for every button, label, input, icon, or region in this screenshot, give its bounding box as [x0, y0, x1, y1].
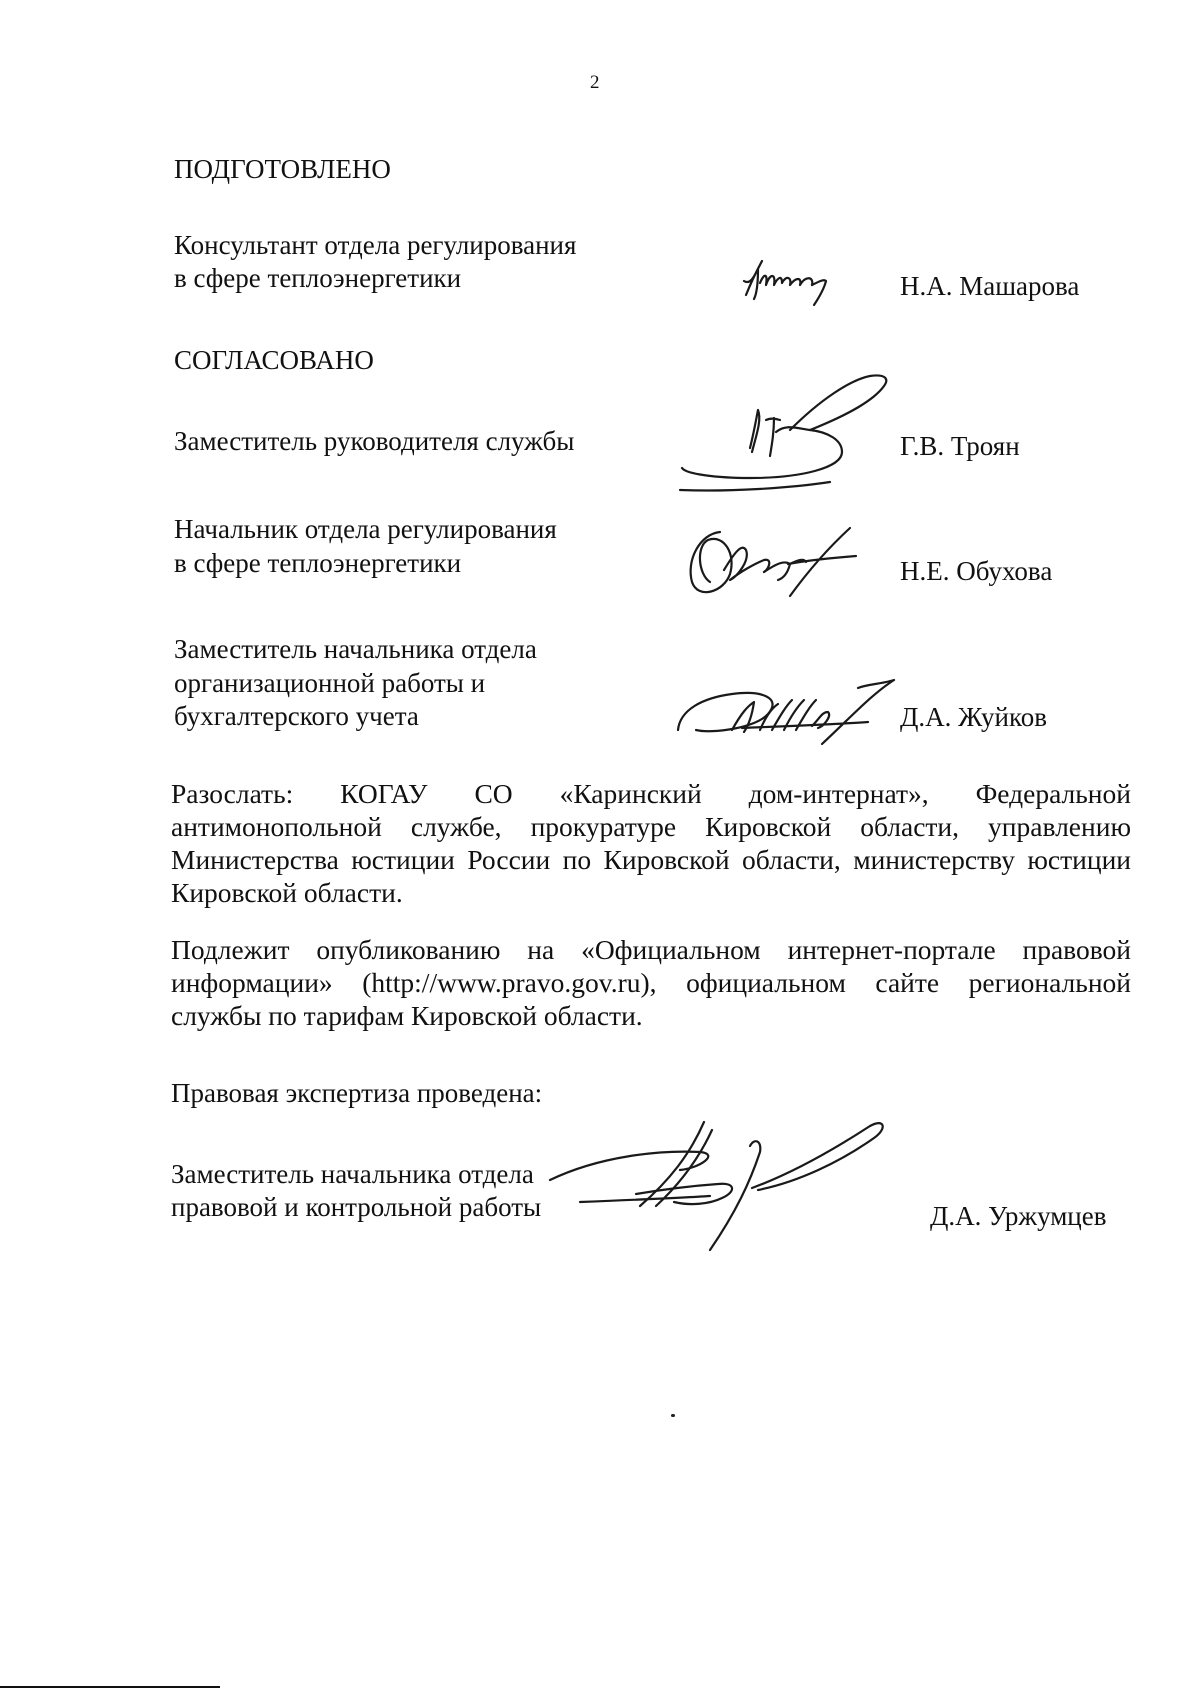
publication-text: Подлежит опубликованию на «Официальном интернет-портале правовой информации» (http://www.pravo.gov.ru), официальном сайте региональной службы по тарифам Кировской области. [171, 934, 1131, 1031]
agreed-entry-1-position: Заместитель руководителя службы [174, 426, 575, 456]
distribution-text: Разослать: КОГАУ СО «Каринский дом-интернат», Федеральной антимонопольной службе, прокуратуре Кировской области, управлению Министерства юстиции России по Кировской области, министерству юстиции Кировской области. [171, 778, 1131, 908]
agreed-entry-3-position-line2: организационной работы и [174, 668, 486, 698]
legal-review-position-line1: Заместитель начальника отдела [171, 1159, 534, 1189]
agreed-entry-3-position-line3: бухгалтерского учета [174, 701, 419, 731]
agreed-entry-1-name: Г.В. Троян [900, 431, 1020, 461]
prepared-position-line2: в сфере теплоэнергетики [174, 263, 462, 293]
signature-urzhumtsev [540, 1110, 900, 1260]
page-number: 2 [590, 72, 600, 93]
agreed-entry-2-position-line1: Начальник отдела регулирования [174, 514, 557, 544]
prepared-heading: ПОДГОТОВЛЕНО [174, 154, 391, 184]
scan-edge-line [0, 1686, 220, 1688]
legal-review-name: Д.А. Уржумцев [930, 1201, 1107, 1231]
signature-masharova [740, 255, 840, 315]
publication-paragraph [171, 933, 1131, 1032]
agreed-entry-3-name: Д.А. Жуйков [900, 702, 1047, 732]
signature-obukhova [680, 520, 860, 610]
agreed-entry-3-position-line1: Заместитель начальника отдела [174, 634, 537, 664]
prepared-name: Н.А. Машарова [900, 271, 1080, 301]
legal-review-position-line2: правовой и контрольной работы [171, 1192, 542, 1222]
stray-mark [671, 1414, 675, 1417]
signature-troyan [670, 360, 900, 510]
agreed-heading: СОГЛАСОВАНО [174, 345, 374, 375]
agreed-entry-2-position-line2: в сфере теплоэнергетики [174, 548, 462, 578]
legal-review-heading: Правовая экспертиза проведена: [171, 1078, 543, 1108]
distribution-paragraph [171, 777, 1131, 909]
signature-zhuykov [672, 670, 912, 750]
agreed-entry-2-name: Н.Е. Обухова [900, 556, 1053, 586]
prepared-position-line1: Консультант отдела регулирования [174, 230, 577, 260]
